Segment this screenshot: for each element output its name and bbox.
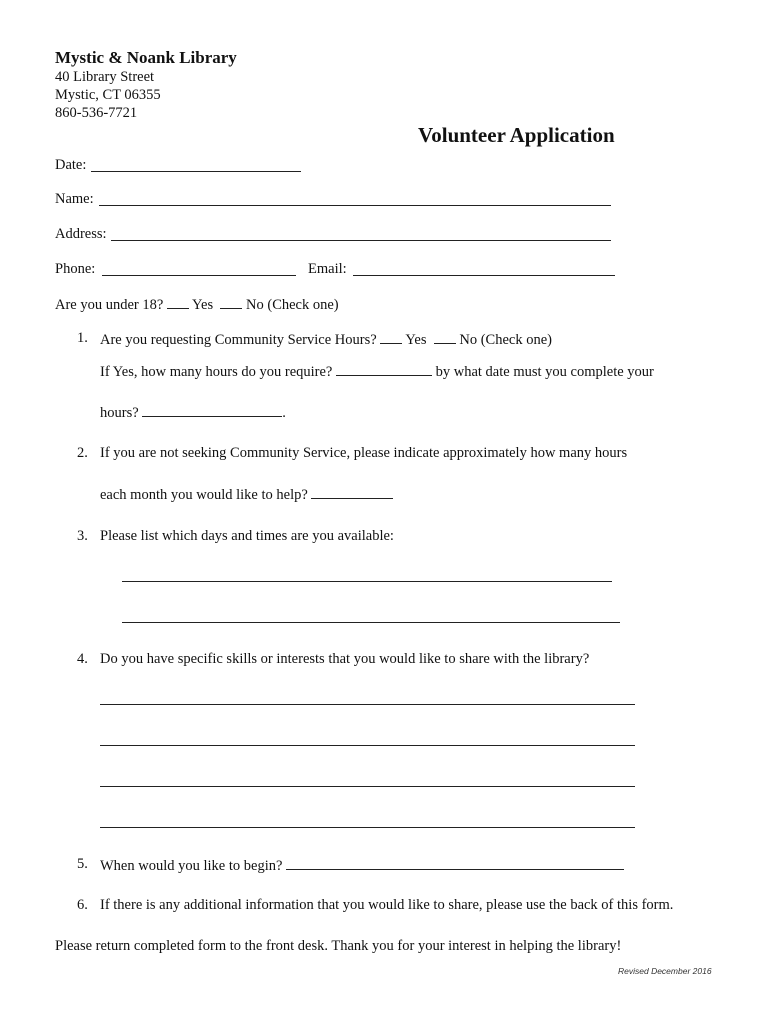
q1-hours-field[interactable] <box>336 361 432 376</box>
closing-note: Please return completed form to the front desk. Thank you for your interest in helping the library! <box>55 938 622 954</box>
email-field[interactable] <box>353 275 615 276</box>
q1-hours-word: hours? <box>100 405 139 421</box>
under18-no-blank[interactable] <box>220 294 242 309</box>
q4-text: Do you have specific skills or interests that you would like to share with the library? <box>100 651 590 667</box>
q1-date-question: by what date must you complete your <box>435 364 654 380</box>
under18-row <box>55 294 339 314</box>
q5-text: When would you like to begin? <box>100 858 283 874</box>
q4-answer-line-1[interactable] <box>100 704 635 705</box>
q1-followup-row <box>100 361 654 381</box>
q1-hours-question: If Yes, how many hours do you require? <box>100 364 333 380</box>
q1-date-field[interactable] <box>142 402 282 417</box>
q2-text: If you are not seeking Community Service, please indicate approximately how many hours <box>100 445 628 461</box>
email-label: Email: <box>308 261 347 277</box>
q2-row-2 <box>100 484 393 504</box>
q4-answer-line-3[interactable] <box>100 786 635 787</box>
address-label: Address: <box>55 226 107 242</box>
q1-followup-row-2 <box>100 402 286 422</box>
date-label: Date: <box>55 157 87 173</box>
q2-text-2: each month you would like to help? <box>100 487 308 503</box>
q3-answer-line-1[interactable] <box>122 581 612 582</box>
under18-yes-blank[interactable] <box>167 294 189 309</box>
name-label: Name: <box>55 191 94 207</box>
revision-note: Revised December 2016 <box>618 966 712 976</box>
library-name: Mystic & Noank Library <box>55 48 237 67</box>
q3-answer-line-2[interactable] <box>122 622 620 623</box>
q1-no-label: No (Check one) <box>459 332 552 348</box>
phone-label: Phone: <box>55 261 96 277</box>
page-title: Volunteer Application <box>418 123 615 147</box>
q1-number: 1. <box>77 330 88 346</box>
q6-text: If there is any additional information that you would like to share, please use the back of this form. <box>100 897 674 913</box>
address-field[interactable] <box>111 240 611 241</box>
q4-answer-line-4[interactable] <box>100 827 635 828</box>
q5-row <box>100 855 624 875</box>
q1-row <box>100 329 552 349</box>
library-phone: 860-536-7721 <box>55 105 138 121</box>
date-field[interactable] <box>91 171 301 172</box>
library-city: Mystic, CT 06355 <box>55 87 161 103</box>
q3-number: 3. <box>77 528 88 544</box>
under18-no-label: No (Check one) <box>246 297 339 313</box>
q5-number: 5. <box>77 856 88 872</box>
q6-number: 6. <box>77 897 88 913</box>
q5-start-field[interactable] <box>286 855 624 870</box>
under18-yes-label: Yes <box>192 297 214 313</box>
q1-yes-blank[interactable] <box>380 329 402 344</box>
library-street: 40 Library Street <box>55 69 155 85</box>
phone-field[interactable] <box>102 275 296 276</box>
q4-answer-line-2[interactable] <box>100 745 635 746</box>
q3-text: Please list which days and times are you available: <box>100 528 394 544</box>
q2-number: 2. <box>77 445 88 461</box>
q4-number: 4. <box>77 651 88 667</box>
q1-no-blank[interactable] <box>434 329 456 344</box>
q1-period: . <box>282 405 286 421</box>
q1-yes-label: Yes <box>405 332 427 348</box>
under18-question: Are you under 18? <box>55 297 164 313</box>
q2-hours-field[interactable] <box>311 484 393 499</box>
name-field[interactable] <box>99 205 611 206</box>
q1-text: Are you requesting Community Service Hours? <box>100 332 377 348</box>
